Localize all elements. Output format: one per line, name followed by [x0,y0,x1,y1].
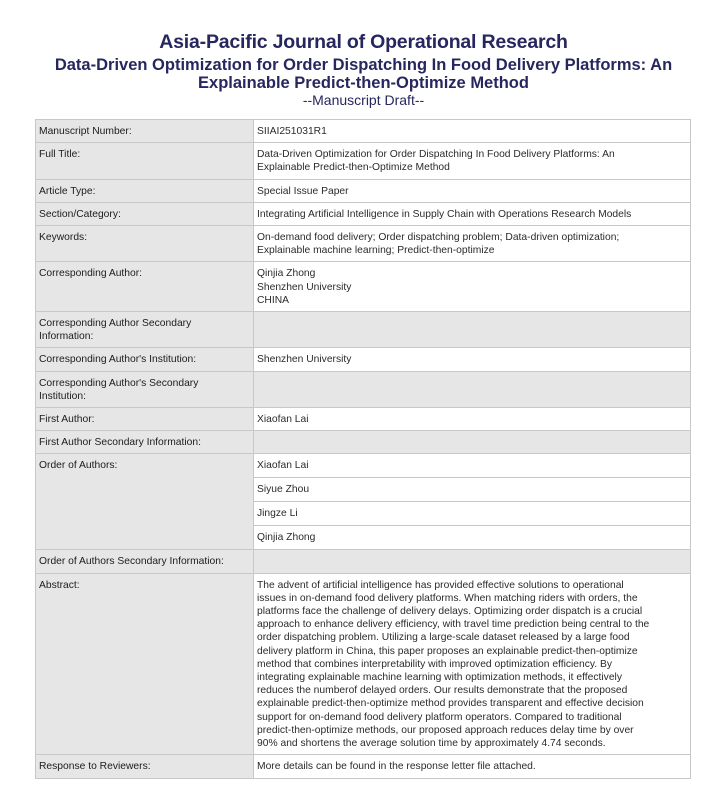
row-corresponding-institution [36,348,691,371]
value-line: Explainable Predict-then-Optimize Method [257,162,450,174]
field-label: Corresponding Author's Institution: [36,348,254,371]
field-label: First Author: [36,408,254,431]
field-value-empty [254,431,691,454]
row-first-author [36,408,691,431]
field-value: More details can be found in the response letter file attached. [254,755,691,778]
field-value-empty [254,312,691,348]
field-value-empty [254,371,691,407]
abstract-line: delivery platform in China, this paper proposes an explainable predict-then-optimize [257,645,638,657]
document-header [0,0,727,108]
manuscript-title [0,56,727,92]
field-value [254,226,691,262]
field-label: Corresponding Author: [36,262,254,312]
field-label: Section/Category: [36,202,254,225]
abstract-text [254,573,691,755]
manuscript-info-table [35,119,691,779]
field-label: First Author Secondary Information: [36,431,254,454]
field-value: Shenzhen University [254,348,691,371]
abstract-line: integrating explainable machine learning with optimization methods, it effectively [257,672,622,684]
author-entry: Siyue Zhou [254,478,691,502]
author-country: CHINA [257,294,290,306]
abstract-line: The advent of artificial intelligence has provided effective solutions to operational [257,579,624,591]
abstract-line: platforms face the challenge of delivery delays. Optimizing order dispatch is a crucial [257,606,643,618]
field-label: Manuscript Number: [36,120,254,143]
field-value: SIIAI251031R1 [254,120,691,143]
row-abstract [36,573,691,755]
row-response-to-reviewers [36,755,691,778]
abstract-line: predict-then-optimize methods, our proposed approach reduces delay time by over [257,724,634,736]
abstract-line: issues in on-demand food delivery platforms. When matching riders with orders, the [257,592,638,604]
field-label: Full Title: [36,143,254,179]
label-line: Corresponding Author Secondary [39,318,192,330]
title-line: Data-Driven Optimization for Order Dispatching In Food Delivery Platforms: An [54,56,673,74]
row-keywords [36,226,691,262]
row-corresponding-secondary [36,312,691,348]
row-order-secondary [36,550,691,573]
label-line: Information: [39,331,94,343]
field-value: Xiaofan Lai [254,408,691,431]
field-label: Response to Reviewers: [36,755,254,778]
row-first-author-secondary [36,431,691,454]
row-manuscript-number [36,120,691,143]
field-label [36,312,254,348]
journal-name: Asia-Pacific Journal of Operational Research [159,31,568,53]
draft-label: --Manuscript Draft-- [302,92,425,108]
row-corresponding-author [36,262,691,312]
field-value [254,143,691,179]
title-line: Explainable Predict-then-Optimize Method [198,74,529,92]
author-entry: Xiaofan Lai [254,454,691,478]
abstract-line: reduces the numberof delayed orders. Our results demonstrate that the proposed [257,685,628,697]
field-label: Abstract: [36,573,254,755]
row-order-of-authors [36,454,691,478]
value-line: Explainable machine learning; Predict-then-optimize [257,245,495,257]
author-entry: Jingze Li [254,502,691,526]
abstract-line: explainable predict-then-optimize method provides transparent and effective decision [257,698,644,710]
abstract-line: order dispatching problem. Utilizing a large-scale dataset released by a large food [257,632,630,644]
field-value: Integrating Artificial Intelligence in Supply Chain with Operations Research Models [254,202,691,225]
author-name: Qinjia Zhong [257,268,316,280]
row-article-type [36,179,691,202]
author-institution: Shenzhen University [257,281,352,293]
field-label: Article Type: [36,179,254,202]
abstract-line: 90% and shortens the average solution time by approximately 4.74 seconds. [257,738,606,750]
author-entry: Qinjia Zhong [254,526,691,550]
value-line: On-demand food delivery; Order dispatching problem; Data-driven optimization; [257,232,620,244]
row-corresponding-secondary-institution [36,371,691,407]
field-label: Order of Authors Secondary Information: [36,550,254,573]
label-line: Corresponding Author's Secondary [39,377,199,389]
field-value [254,262,691,312]
field-label [36,371,254,407]
field-value: Special Issue Paper [254,179,691,202]
abstract-line: method that combines interpretability with improved optimization efficiency. By [257,658,613,670]
row-full-title [36,143,691,179]
row-section-category [36,202,691,225]
value-line: Data-Driven Optimization for Order Dispatching In Food Delivery Platforms: An [257,149,615,161]
abstract-line: support for on-demand food delivery platform operators. Compared to traditional [257,711,622,723]
field-value-empty [254,550,691,573]
label-line: Institution: [39,390,86,402]
field-label: Keywords: [36,226,254,262]
field-label: Order of Authors: [36,454,254,550]
abstract-line: approach to enhance delivery efficiency, with travel time prediction being central to the [257,619,650,631]
